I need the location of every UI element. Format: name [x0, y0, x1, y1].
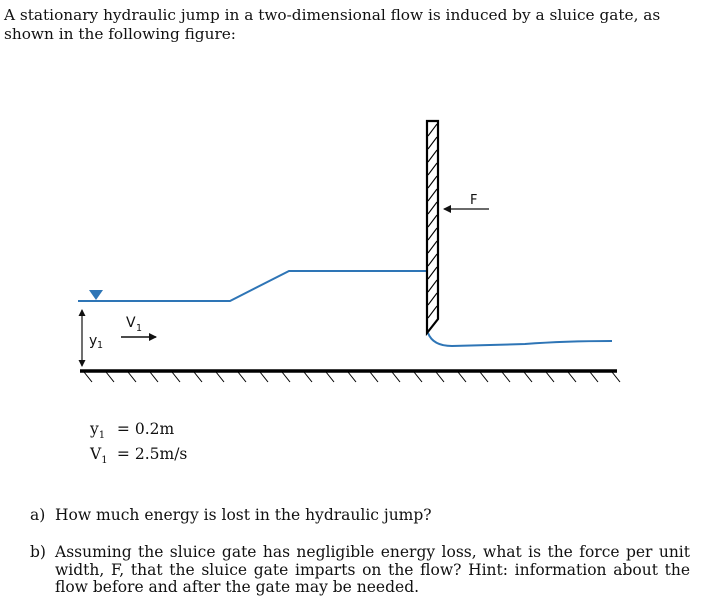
question-b [30, 544, 690, 597]
ground-hatch-line [590, 372, 598, 382]
ground-hatch-line [480, 372, 488, 382]
ground-hatch-line [524, 372, 532, 382]
depth-label-subscript: 1 [97, 340, 104, 351]
ground-hatch-line [282, 372, 290, 382]
ground-hatch-line [128, 372, 136, 382]
given-symbol: $V_1$ [90, 445, 108, 467]
ground-hatch-line [370, 372, 378, 382]
ground-hatch-line [502, 372, 510, 382]
ground-hatch-line [260, 372, 268, 382]
ground-hatch-line [238, 372, 246, 382]
ground-hatch-line [106, 372, 114, 382]
ground-hatch-line [194, 372, 202, 382]
sluice-gate [427, 121, 438, 333]
ground-hatch-line [458, 372, 466, 382]
water-surface-marker-icon [89, 290, 103, 300]
problem-intro: A stationary hydraulic jump in a two-dimensional flow is induced by a sluice gate, as shown in the following figure: [4, 6, 661, 43]
depth-label: y [89, 333, 98, 349]
velocity-label-subscript: 1 [136, 323, 143, 334]
ground-hatch-line [612, 372, 620, 382]
ground-hatch-line [172, 372, 180, 382]
ground-hatch-line [84, 372, 92, 382]
channel-bed [80, 371, 620, 382]
question-a [30, 507, 690, 525]
question-marker: a) [30, 506, 46, 524]
given-symbol: $y_1$ [90, 420, 106, 442]
ground-hatch-line [392, 372, 400, 382]
given-row [90, 420, 187, 445]
question-text: How much energy is lost in the hydraulic jump? [55, 506, 432, 524]
question-text: Assuming the sluice gate has negligible energy loss, what is the force per unit width, F, that the sluice gate imparts on the flow? Hint: information about the flow before and after the gate may be needed. [55, 543, 690, 596]
ground-hatch-line [436, 372, 444, 382]
upstream-water-surface [78, 271, 428, 301]
given-value: = 0.2m [112, 420, 175, 438]
ground-hatch-line [150, 372, 158, 382]
ground-hatch-line [546, 372, 554, 382]
ground-hatch-line [568, 372, 576, 382]
given-values [90, 420, 187, 470]
ground-hatch-line [348, 372, 356, 382]
ground-hatch-line [304, 372, 312, 382]
force-label: F [470, 193, 478, 208]
given-value: = 2.5m/s [112, 445, 188, 464]
downstream-water-surface [428, 333, 612, 346]
ground-hatch-line [216, 372, 224, 382]
ground-hatch-line [326, 372, 334, 382]
ground-hatch-line [414, 372, 422, 382]
given-row [90, 445, 187, 470]
velocity-label: V [126, 315, 136, 331]
question-marker: b) [30, 543, 46, 561]
